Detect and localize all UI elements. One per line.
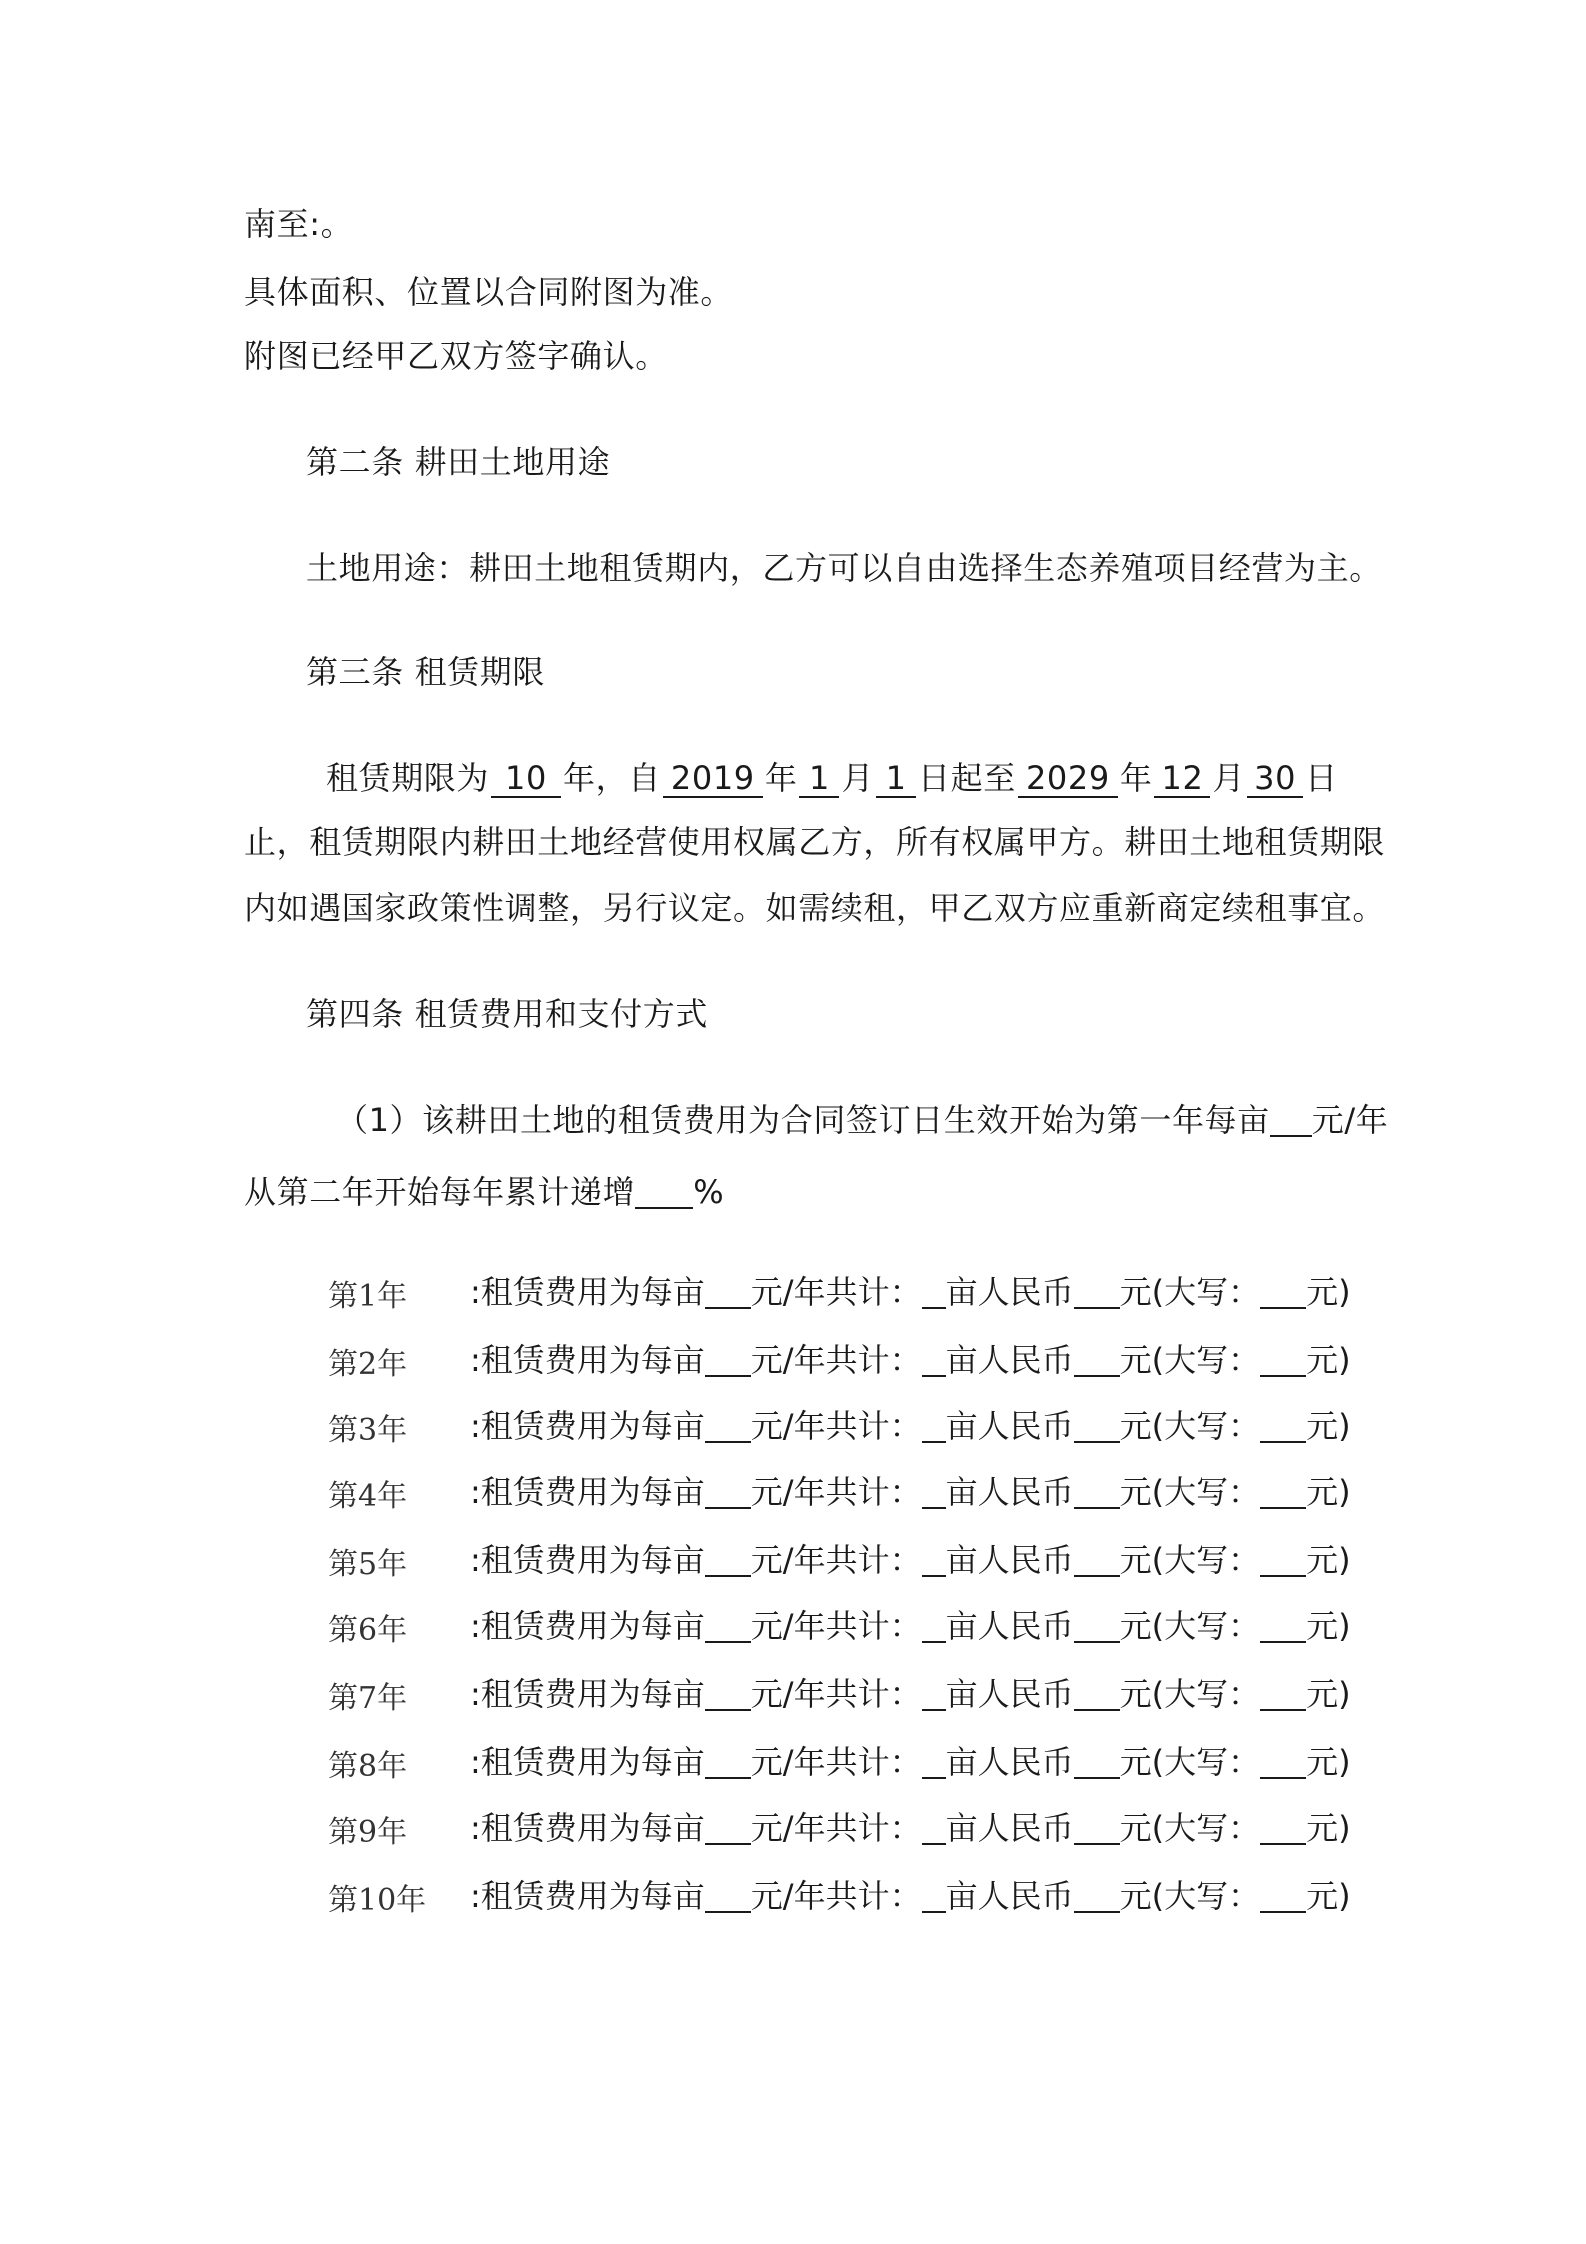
fee-row-text-e: 元) (1306, 1273, 1351, 1311)
year-label: 第9年 (328, 1815, 408, 1850)
fee-row-text-c: 亩人民币 (945, 1341, 1074, 1379)
amount-blank[interactable] (1074, 1809, 1120, 1845)
article2-heading: 第二条 耕田土地用途 (306, 443, 611, 481)
year-label: 第2年 (328, 1347, 408, 1382)
year-label: 第5年 (328, 1547, 408, 1582)
amount-blank[interactable] (1074, 1273, 1120, 1309)
fee-row-text-d: 元(大写： (1119, 1877, 1261, 1915)
amount-words-blank[interactable] (1260, 1743, 1306, 1779)
amount-blank[interactable] (1074, 1541, 1120, 1577)
fee-row (470, 1740, 1351, 1784)
area-mu-blank[interactable] (922, 1273, 946, 1309)
fee-row-text-b: 元/年共计： (750, 1877, 922, 1915)
fee-row (470, 1538, 1351, 1582)
area-mu-blank[interactable] (922, 1341, 946, 1377)
term-prefix: 租赁期限为 (326, 759, 490, 797)
fee-row-text-a: :租赁费用为每亩 (470, 1607, 705, 1645)
start-month: 1 (799, 760, 839, 798)
fee-row (470, 1874, 1351, 1918)
end-year: 2029 (1018, 760, 1118, 798)
term-text-month: 月 (841, 759, 875, 797)
amount-words-blank[interactable] (1260, 1341, 1306, 1377)
area-note: 具体面积、位置以合同附图为准。 (244, 273, 734, 311)
term-text-day: 日 (1305, 759, 1338, 797)
price-per-mu-blank[interactable] (705, 1473, 751, 1509)
fee-row-text-a: :租赁费用为每亩 (470, 1473, 705, 1511)
fee-row-text-b: 元/年共计： (750, 1341, 922, 1379)
amount-words-blank[interactable] (1260, 1541, 1306, 1577)
fee-clause-text-b: 元/年 (1311, 1101, 1389, 1139)
amount-blank[interactable] (1074, 1675, 1120, 1711)
area-mu-blank[interactable] (922, 1743, 946, 1779)
end-month: 12 (1154, 760, 1210, 798)
fee-row (470, 1604, 1351, 1648)
price-per-mu-blank[interactable] (705, 1341, 751, 1377)
increase-rate-blank[interactable] (635, 1173, 693, 1209)
year-label: 第4年 (328, 1479, 408, 1514)
price-per-mu-blank[interactable] (705, 1877, 751, 1913)
fee-row-text-a: :租赁费用为每亩 (470, 1407, 705, 1445)
amount-words-blank[interactable] (1260, 1809, 1306, 1845)
lease-term-line1 (326, 756, 1338, 800)
start-day: 1 (876, 760, 916, 798)
fee-row-text-c: 亩人民币 (945, 1877, 1074, 1915)
amount-words-blank[interactable] (1260, 1877, 1306, 1913)
first-year-fee-blank[interactable] (1270, 1101, 1312, 1137)
fee-row (470, 1470, 1351, 1514)
fee-clause-line2 (244, 1170, 724, 1214)
lease-term-line2: 止，租赁期限内耕田土地经营使用权属乙方，所有权属甲方。耕田土地租赁期限 (244, 823, 1386, 861)
fee-row-text-c: 亩人民币 (945, 1607, 1074, 1645)
fee-row-text-e: 元) (1306, 1407, 1351, 1445)
price-per-mu-blank[interactable] (705, 1407, 751, 1443)
price-per-mu-blank[interactable] (705, 1607, 751, 1643)
fee-row-text-e: 元) (1306, 1877, 1351, 1915)
fee-row-text-b: 元/年共计： (750, 1273, 922, 1311)
year-label: 第6年 (328, 1613, 408, 1648)
fee-row-text-b: 元/年共计： (750, 1675, 922, 1713)
fee-clause-text-d: % (693, 1173, 725, 1211)
fee-row (470, 1672, 1351, 1716)
amount-blank[interactable] (1074, 1743, 1120, 1779)
south-boundary: 南至:。 (244, 205, 354, 243)
price-per-mu-blank[interactable] (705, 1809, 751, 1845)
fee-row-text-c: 亩人民币 (945, 1675, 1074, 1713)
fee-row (470, 1338, 1351, 1382)
fee-row-text-d: 元(大写： (1119, 1809, 1261, 1847)
term-text-year2: 年 (1119, 759, 1153, 797)
fee-row-text-e: 元) (1306, 1341, 1351, 1379)
term-text-day-from: 日起至 (918, 759, 1016, 797)
year-label: 第8年 (328, 1749, 408, 1784)
fee-row (470, 1404, 1351, 1448)
fee-row-text-b: 元/年共计： (750, 1407, 922, 1445)
amount-blank[interactable] (1074, 1341, 1120, 1377)
fee-row-text-e: 元) (1306, 1743, 1351, 1781)
amount-blank[interactable] (1074, 1877, 1120, 1913)
fee-row-text-a: :租赁费用为每亩 (470, 1877, 705, 1915)
fee-row-text-d: 元(大写： (1119, 1273, 1261, 1311)
fee-row-text-d: 元(大写： (1119, 1541, 1261, 1579)
amount-words-blank[interactable] (1260, 1473, 1306, 1509)
year-label: 第1年 (328, 1279, 408, 1314)
attachment-note: 附图已经甲乙双方签字确认。 (244, 337, 668, 375)
area-mu-blank[interactable] (922, 1675, 946, 1711)
amount-blank[interactable] (1074, 1607, 1120, 1643)
fee-row-text-b: 元/年共计： (750, 1809, 922, 1847)
term-text-month2: 月 (1212, 759, 1246, 797)
fee-row-text-a: :租赁费用为每亩 (470, 1541, 705, 1579)
fee-row-text-d: 元(大写： (1119, 1675, 1261, 1713)
area-mu-blank[interactable] (922, 1877, 946, 1913)
fee-row (470, 1806, 1351, 1850)
term-years: 10 (491, 760, 561, 798)
fee-row-text-b: 元/年共计： (750, 1743, 922, 1781)
fee-row-text-d: 元(大写： (1119, 1341, 1261, 1379)
amount-words-blank[interactable] (1260, 1407, 1306, 1443)
fee-row (470, 1270, 1351, 1314)
area-mu-blank[interactable] (922, 1809, 946, 1845)
fee-row-text-a: :租赁费用为每亩 (470, 1273, 705, 1311)
price-per-mu-blank[interactable] (705, 1675, 751, 1711)
fee-row-text-e: 元) (1306, 1473, 1351, 1511)
fee-row-text-a: :租赁费用为每亩 (470, 1743, 705, 1781)
fee-row-text-d: 元(大写： (1119, 1607, 1261, 1645)
article2-body: 土地用途：耕田土地租赁期内，乙方可以自由选择生态养殖项目经营为主。 (306, 549, 1382, 587)
fee-row-text-e: 元) (1306, 1809, 1351, 1847)
end-day: 30 (1247, 760, 1303, 798)
fee-clause-text-c: 从第二年开始每年累计递增 (244, 1173, 636, 1211)
fee-row-text-e: 元) (1306, 1541, 1351, 1579)
price-per-mu-blank[interactable] (705, 1743, 751, 1779)
amount-words-blank[interactable] (1260, 1607, 1306, 1643)
article4-heading: 第四条 租赁费用和支付方式 (306, 995, 708, 1033)
term-text-year: 年 (764, 759, 798, 797)
amount-words-blank[interactable] (1260, 1273, 1306, 1309)
fee-row-text-a: :租赁费用为每亩 (470, 1675, 705, 1713)
fee-row-text-c: 亩人民币 (945, 1541, 1074, 1579)
price-per-mu-blank[interactable] (705, 1541, 751, 1577)
fee-row-text-d: 元(大写： (1119, 1743, 1261, 1781)
amount-blank[interactable] (1074, 1473, 1120, 1509)
fee-row-text-e: 元) (1306, 1607, 1351, 1645)
fee-row-text-a: :租赁费用为每亩 (470, 1341, 705, 1379)
fee-row-text-c: 亩人民币 (945, 1407, 1074, 1445)
fee-row-text-c: 亩人民币 (945, 1743, 1074, 1781)
fee-row-text-d: 元(大写： (1119, 1473, 1261, 1511)
area-mu-blank[interactable] (922, 1473, 946, 1509)
area-mu-blank[interactable] (922, 1607, 946, 1643)
fee-row-text-c: 亩人民币 (945, 1273, 1074, 1311)
amount-words-blank[interactable] (1260, 1675, 1306, 1711)
fee-row-text-c: 亩人民币 (945, 1473, 1074, 1511)
area-mu-blank[interactable] (922, 1541, 946, 1577)
year-label: 第10年 (328, 1883, 427, 1918)
area-mu-blank[interactable] (922, 1407, 946, 1443)
fee-row-text-e: 元) (1306, 1675, 1351, 1713)
start-year: 2019 (663, 760, 763, 798)
term-text-year-from: 年，自 (563, 759, 661, 797)
fee-row-text-b: 元/年共计： (750, 1473, 922, 1511)
amount-blank[interactable] (1074, 1407, 1120, 1443)
fee-row-text-b: 元/年共计： (750, 1607, 922, 1645)
year-label: 第3年 (328, 1413, 408, 1448)
fee-clause-line1 (336, 1098, 1388, 1142)
year-label: 第7年 (328, 1681, 408, 1716)
lease-term-line3: 内如遇国家政策性调整，另行议定。如需续租，甲乙双方应重新商定续租事宜。 (244, 889, 1386, 927)
article3-heading: 第三条 租赁期限 (306, 653, 545, 691)
fee-clause-text-a: （1）该耕田土地的租赁费用为合同签订日生效开始为第一年每亩 (336, 1101, 1270, 1139)
fee-row-text-d: 元(大写： (1119, 1407, 1261, 1445)
fee-row-text-c: 亩人民币 (945, 1809, 1074, 1847)
fee-row-text-b: 元/年共计： (750, 1541, 922, 1579)
fee-row-text-a: :租赁费用为每亩 (470, 1809, 705, 1847)
price-per-mu-blank[interactable] (705, 1273, 751, 1309)
